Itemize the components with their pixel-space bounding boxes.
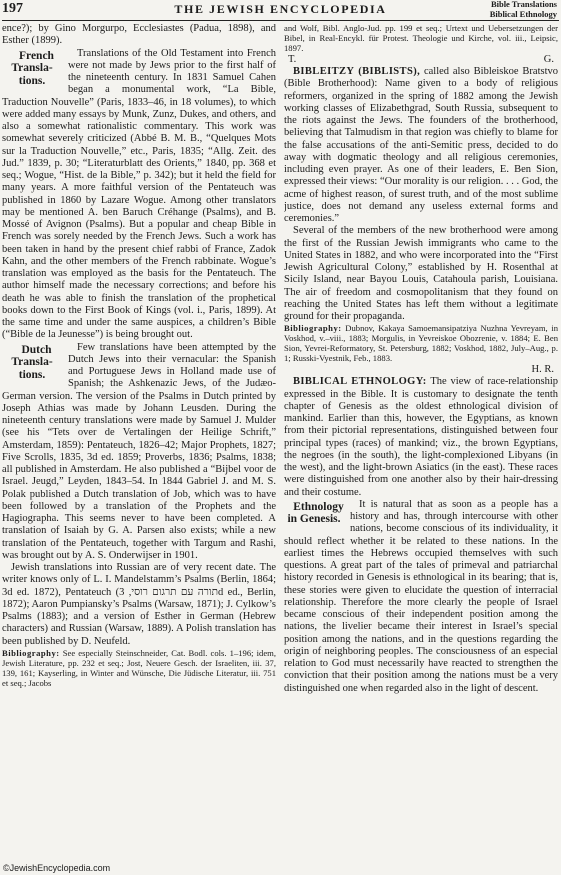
paragraph-russian: Jewish translations into Russian are of very recent date. The writer knows only of L. I. Mandelstamm’s Psalms (Berlin, 1864; 3d ed. 1872), Pentateuch (תורה עם תרגום רוסי, 3d ed., Berlin, 1872); Aaron Pumpiansky’s Psalms (Warsaw, 1871); J. Cylkow’s Psalms (1883); and a version of Esther in German (Hebrew characters) and Russian (Warsaw, 1889). A Polish translation has been published by D. Neufeld. bbox=[2, 562, 276, 647]
bibliography bbox=[2, 648, 276, 688]
running-topic-2: Biblical Ethnology bbox=[489, 8, 557, 19]
signature-right: G. bbox=[543, 54, 554, 65]
paragraph-text: Few translations have been attempted by the Dutch Jews into their vernacular: the Spanish and Portuguese Jews in Holland made use of Spanish; the Ashkenazic Jews, of the Judæo-German version. The version of the Psalms in Dutch printed by Joseph Athias was made by Johann Leusden. During the nineteenth century translations were made by Samuel J. Mulder (see his “Tets over de Vertalingen der Heilige Schrift,” Amsterdam, 1859): Pentateuch, 1826–42; Major Prophets, 1827; Five Scrolls, 1835, 3d ed. 1859; Proverbs, 1836; Psalms, 1838; all published in Amsterdam. He also published a “Bijbel voor de Israel. Jeugd,” Leyden, 1843–54. In 1844 Gabriel J. and M. S. Polak published a Dutch translation of Job, which was to have been followed by a translation of the Prophets and the Hagiographa. This seems never to have been completed. A translation of Isaiah by G. A. Parsen also exists; while a new translation of the Pentateuch, together with Targum and Rashi, was brought out by A. S. Onderwijser in 1901. bbox=[2, 341, 276, 561]
right-column bbox=[284, 23, 558, 853]
signature-initials: H. R. bbox=[531, 364, 554, 376]
paragraph: ence?); by Gino Morgurpo, Ecclesiastes (Padua, 1898), and Esther (1899). bbox=[2, 23, 276, 47]
signature-left: T. bbox=[288, 54, 297, 65]
running-title: THE JEWISH ENCYCLOPEDIA bbox=[174, 2, 387, 16]
bibliography-label: Bibliography: bbox=[284, 323, 342, 334]
article-bibleitzy bbox=[284, 66, 558, 225]
paragraph-genesis bbox=[284, 499, 558, 695]
paragraph-text: Translations of the Old Testament into French were not made by Jews prior to the first half of the nineteenth century. In 1831 Samuel Cahen began a monumental work, “La Bible, Traduction Nouvelle” (Paris, 1833–46, in 18 volumes), to which were added many essays by Munk, Zunz, Dukes, and others, and also a somewhat rationalistic commentary. This work was somewhat severely criticized (Abbé B. M. B., “Quelques Mots sur la Traduction Nouvelle,” etc., Paris, 1835; “Allg. Zeit. des Jud.” 1839, p. 30; “Literaturblatt des Orients,” 1840, pp. 368 et seq.; Wogue, “Hist. de la Bible,” p. 342); but it held the field for many years. A more faithful version of the Pentateuch was published in 1860 by Lazare Wogue. Among other translators may be mentioned A. ben Baruch Créhange (Psalms), and B. Mossé of Avignon (Psalms). But a popular and cheap Bible in French was sorely needed by the French Jews. Such a work has been taken in hand by the present chief rabbi of France, Zadok Kahn, and the other members of the French rabbinate. Wogue’s translation was employed as the basis for the Pentateuch. The author himself made the necessary corrections; and before his death he was able to finish the translation of the prophetical books down to the First Book of Kings (vol. i., Paris, 1899). At the same time and under the same auspices, a children’s Bible (“Bible de la Jeunesse”) is being brought out. bbox=[2, 47, 276, 341]
article-heading: BIBLICAL ETHNOLOGY: bbox=[293, 376, 427, 388]
paragraph-dutch bbox=[2, 342, 276, 563]
running-topics bbox=[490, 0, 557, 19]
signature-line bbox=[284, 363, 558, 376]
bibliography-text: See especially Steinschneider, Cat. Bodl. cols. 1–196; idem, Jewish Literature, pp. 232 et seq.; Jost, Neuere Gesch. der Israeliten, iii. 37, 139, 161; Kayserling, in Winter and Wünsche, Die Jüdische Literatur, iii. 751 et seq.; Jacobs bbox=[2, 647, 276, 688]
page-header bbox=[2, 0, 559, 21]
signature-line bbox=[284, 53, 558, 66]
sidenote-french-translations: French Transla-tions. bbox=[11, 49, 54, 87]
article-biblical-ethnology bbox=[284, 376, 558, 499]
sidenote-ethnology-in-genesis: Ethnology in Genesis. bbox=[287, 500, 344, 526]
paragraph-french bbox=[2, 48, 276, 342]
bibliography bbox=[284, 323, 558, 363]
sidenote-dutch-translations: Dutch Transla-tions. bbox=[11, 343, 53, 381]
paragraph: Several of the members of the new brotherhood were among the first of the Russian Jewish immigrants who came to the United States in 1882, and who were incorporated into the “First Jewish Agricultural Colony,” established by H. Rosenthal at Sicily Island, near Bayou Louis, Catahoula parish, Louisiana. The air of freedom and cosmopolitanism that they found on reaching the United States has left them without a legitimate ground for their propaganda. bbox=[284, 225, 558, 322]
left-column bbox=[2, 23, 276, 853]
article-text: The view of race-relationship expressed in the Bible. It is customary to designate the tenth chapter of Genesis as the oldest ethnological division of mankind. Earlier than this, however, the Egyptians, as known from their pictorial representations, distinguished between four principal types (races) of mankind; viz., the brown Egyptians, the negroes (in the south), the light-complexioned Libyans (in the west), and the light-brown Asiatics (in the east). These races were distinguished from one another also by their hair-dressing and their costume. bbox=[284, 376, 558, 498]
bibliography-text: Dubnov, Kakaya Samoemansipatziya Nuzhna Yevreyam, in Voskhod, v.–viii., 1883; Morgulis, in Yevreiskoe Obozrenie, v. 1884; E. Ben Sion, Yevrei-Reformatory, St. Petersburg, 1882; Voskhod, 1882, July–Aug., p. 1; Russki-Vyestnik, Feb., 1883. bbox=[284, 323, 558, 364]
page-number: 197 bbox=[2, 1, 23, 16]
bibliography-label: Bibliography: bbox=[2, 647, 60, 658]
bibliography-continued: and Wolf, Bibl. Anglo-Jud. pp. 199 et seq.; Urtext und Uebersetzungen der Bibel, in Real-Encykl. für Protest. Theologie und Kirche, vol. iii., Leipsic, 1897. bbox=[284, 23, 558, 53]
article-text: called also Bibleiskoe Bratstvo (Bible Brotherhood): Name given to a body of religious reformers, organized in the spring of 1882 among the Jewish working classes of Elizabethgrad, South Russia, subsequent to the riots against the Jews. The founders of the brotherhood, believing that Talmudism in that region was chiefly to blame for the false accusations of the anti-Semitic press, decided to do away with dogmatic theology and all religious ceremonies, including even prayer. As one of their leaders, E. Ben Sion, expressed their views: “Our morality is our religion. . . . God, the acme of highest reason, of surest truth, and of the most sublime justice, does not demand any useless external forms and ceremonies.” bbox=[284, 66, 558, 224]
paragraph-text: It is natural that as soon as a people has a history and has, through intercourse with other nations, become conscious of its individuality, it should reflect whether it be related to these nations. In the earliest times the Hebrews occupied themselves with such questions. A great part of the tales of primeval and patriarchal history recorded in Genesis is ethnological in its bearing; that is, these stories were given to elucidate the question of interracial relationship. Therefore the more clearly the people of Israel became conscious of their independent position among the nations, the livelier became their interest in Israel’s special position among the nations, and in the questions regarding the origin of neighboring peoples. The consciousness of an especial relation to God must necessarily have reacted to strengthen the conviction that their position among the nations must be a very distinguished one when regarded also in the light of descent. bbox=[284, 498, 558, 694]
running-topic-1: Bible Translations bbox=[490, 0, 557, 9]
article-heading: BIBLEITZY (BIBLISTS), bbox=[293, 66, 421, 77]
copyright-footer: ©JewishEncyclopedia.com bbox=[3, 863, 111, 873]
